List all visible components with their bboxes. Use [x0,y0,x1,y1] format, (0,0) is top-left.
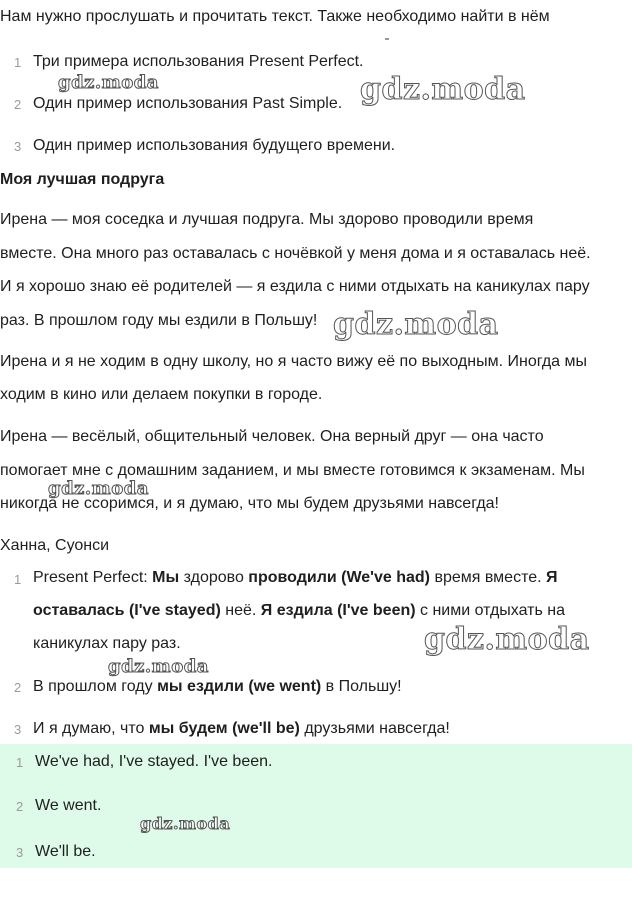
task-number: 3 [14,138,22,154]
explain-number: 3 [14,721,22,737]
story-line: раз. В прошлом году мы ездили в Польшу! [0,312,318,329]
answer-item-3 [0,837,632,867]
text-fragment: Present Perfect: [33,569,153,586]
answer-text: We'll be. [35,843,96,860]
text-fragment: И я думаю, что [33,720,149,737]
text-fragment: неё. [220,602,261,619]
watermark: gdz.moda [140,814,231,833]
answer-number: 1 [16,754,24,770]
signature: Ханна, Суонси [0,537,110,554]
text-fragment: здорово [179,569,249,586]
story-line: Ирена — моя соседка и лучшая подруга. Мы здорово проводили время [0,211,534,228]
intro-text: Нам нужно прослушать и прочитать текст. Также необходимо найти в нём [0,8,550,25]
story-line: Ирена — весёлый, общительный человек. Она верный друг — она часто [0,428,544,445]
story-line: никогда не ссоримся, и я думаю, что мы будем друзьями навсегда! [0,495,499,512]
answer-box [0,744,632,868]
bold-fragment: Я оставалась (I've stayed) [33,569,558,619]
explain-item-2 [0,672,632,702]
answer-number: 2 [16,798,24,814]
bold-fragment: мы будем (we'll be) [148,720,300,737]
explain-text [33,678,402,696]
watermark: gdz.moda [108,656,209,677]
answer-text: We've had, I've stayed. I've been. [35,753,273,770]
watermark: gdz.moda [360,72,526,107]
story-line: Ирена и я не ходим в одну школу, но я часто вижу её по выходным. Иногда мы [0,353,588,370]
bold-fragment: проводили (We've had) [248,569,430,586]
answer-text: We went. [35,797,102,814]
text-fragment: В прошлом году [33,678,158,695]
story-line: помогает мне с домашним заданием, и мы вместе готовимся к экзаменам. Мы [0,462,585,479]
task-text: Один пример использования будущего времени. [33,137,396,154]
decor-dot [385,38,389,42]
watermark: gdz.moda [58,72,159,93]
answer-item-1 [0,747,632,777]
explain-number: 2 [14,679,22,695]
task-item-3 [0,131,632,161]
answer-number: 3 [16,844,24,860]
story-title: Моя лучшая подруга [0,171,165,188]
task-text: Три примера использования Present Perfect. [33,53,364,70]
explain-text [33,720,450,738]
story-line: вместе. Она много раз оставалась с ночёвкой у меня дома и я оставалась неё. [0,245,591,262]
text-fragment: с ними отдыхать на каникулах пару раз. [33,602,566,652]
explain-item-3 [0,714,632,744]
bold-fragment: Мы [152,569,180,586]
task-number: 1 [14,54,22,70]
bold-fragment: мы ездили (we went) [157,678,322,695]
task-item-2 [0,89,632,119]
task-text: Один пример использования Past Simple. [33,95,343,112]
story-line: И я хорошо знаю её родителей — я ездила с ними отдыхать на каникулах пару [0,278,590,295]
task-number: 2 [14,96,22,112]
bold-fragment: Я ездила (I've been) [260,602,416,619]
watermark: gdz.moda [424,622,590,657]
text-fragment: друзьями навсегда! [299,720,450,737]
story-line: ходим в кино или делаем покупки в городе. [0,386,323,403]
text-fragment: в Польшу! [321,678,402,695]
watermark: gdz.moda [333,307,499,342]
text-fragment: время вместе. [430,569,547,586]
answer-item-2 [0,791,632,821]
watermark: gdz.moda [48,478,149,499]
explain-number: 1 [14,572,22,587]
